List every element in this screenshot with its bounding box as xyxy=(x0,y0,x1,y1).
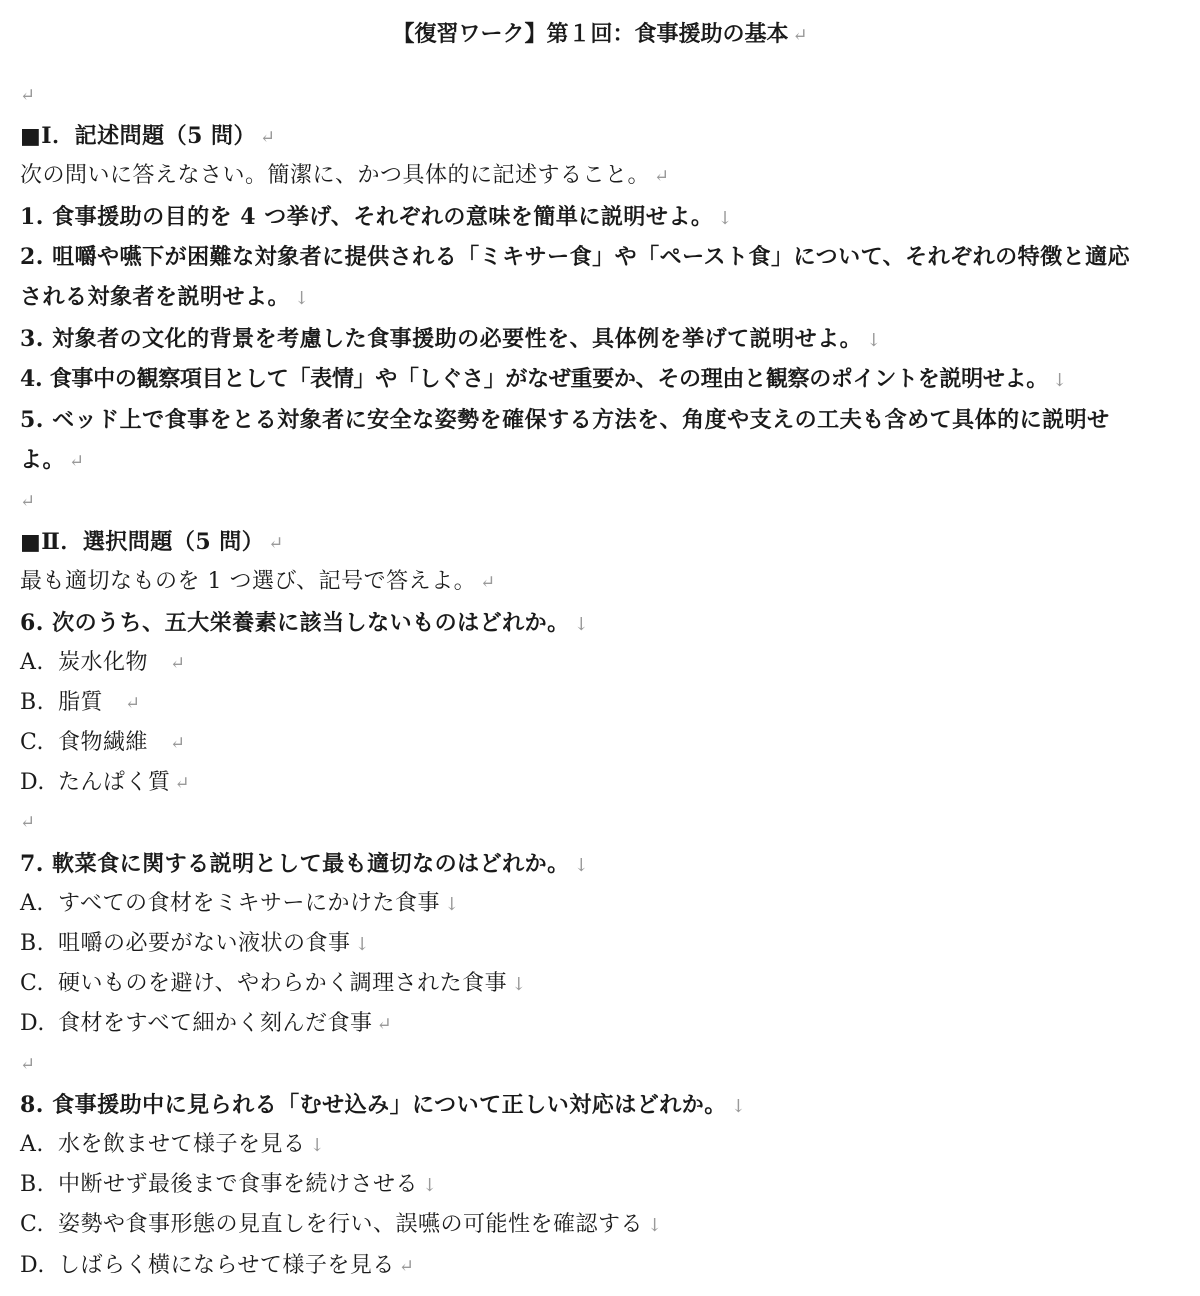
option-text: 炭水化物 xyxy=(58,649,149,675)
question-5 xyxy=(20,400,1140,482)
line-break-icon: ↓ xyxy=(1051,370,1067,392)
line-break-icon: ↓ xyxy=(444,893,460,915)
question-6-text: 6. 次のうち、五大栄養素に該当しないものはどれか。 xyxy=(20,609,570,636)
question-4-text: 4. 食事中の観察項目として「表情」や「しぐさ」がなぜ重要か、その理由と観察のポイントを説明せよ。 xyxy=(20,366,1048,393)
question-8-option-b xyxy=(20,1165,1140,1205)
paragraph-mark-icon: ↵ xyxy=(376,1014,393,1036)
question-7-option-a xyxy=(20,884,1140,924)
option-text: しばらく横にならせて様子を見る xyxy=(58,1252,395,1278)
paragraph-mark-icon: ↵ xyxy=(792,25,808,46)
paragraph-mark-icon: ↵ xyxy=(125,692,141,714)
paragraph-mark-icon: ↵ xyxy=(174,773,191,795)
question-6 xyxy=(20,603,1140,643)
question-7-option-c xyxy=(20,964,1140,1004)
line-break-icon: ↓ xyxy=(647,1215,663,1237)
question-6-option-c xyxy=(20,723,1140,763)
option-label: D. xyxy=(20,770,45,796)
question-7-option-d xyxy=(20,1004,1140,1044)
line-break-icon: ↓ xyxy=(573,613,590,635)
option-label: A. xyxy=(20,1131,44,1157)
option-text: すべての食材をミキサーにかけた食事 xyxy=(58,890,441,916)
section2-instruction xyxy=(20,562,1140,602)
option-label: C. xyxy=(20,971,45,997)
question-4 xyxy=(20,359,1140,399)
option-label: B. xyxy=(20,1172,45,1198)
option-text: 水を飲ませて様子を見る xyxy=(58,1131,306,1157)
question-6-option-b xyxy=(20,683,1140,723)
question-7-option-b xyxy=(20,924,1140,964)
section2-heading-text: ■Ⅱ．選択問題（5 問） xyxy=(20,529,265,556)
paragraph-mark-icon: ↵ xyxy=(69,450,85,472)
line-break-icon: ↓ xyxy=(422,1175,438,1197)
option-label: A. xyxy=(20,649,44,675)
blank-paragraph xyxy=(20,76,1140,116)
option-text: 硬いものを避け、やわらかく調理された食事 xyxy=(58,971,508,997)
question-6-option-a xyxy=(20,643,1140,683)
paragraph-mark-icon: ↵ xyxy=(398,1255,415,1277)
line-break-icon: ↓ xyxy=(511,974,527,996)
question-2-text: 2. 咀嚼や嚥下が困難な対象者に提供される「ミキサー食」や「ペースト食」について、それぞれの特徴と適応される対象者を説明せよ。 xyxy=(20,243,1131,310)
paragraph-mark-icon: ↵ xyxy=(480,572,496,594)
option-text: 食材をすべて細かく刻んだ食事 xyxy=(58,1011,373,1037)
paragraph-mark-icon: ↵ xyxy=(654,166,670,188)
question-8-option-d xyxy=(20,1246,1140,1286)
option-label: C. xyxy=(20,1212,45,1238)
question-3 xyxy=(20,319,1140,359)
paragraph-mark-icon: ↵ xyxy=(20,812,36,834)
option-text: 食物繊維 xyxy=(58,730,149,756)
question-8-option-c xyxy=(20,1205,1140,1245)
line-break-icon: ↓ xyxy=(866,330,882,352)
section1-heading xyxy=(20,116,1140,156)
paragraph-mark-icon: ↵ xyxy=(260,127,276,149)
line-break-icon: ↓ xyxy=(717,207,733,229)
line-break-icon: ↓ xyxy=(294,287,310,309)
option-label: B. xyxy=(20,689,45,715)
question-1 xyxy=(20,197,1140,237)
question-6-option-d xyxy=(20,763,1140,803)
section2-instruction-text: 最も適切なものを 1 つ選び、記号で答えよ。 xyxy=(20,569,477,595)
section1-instruction xyxy=(20,156,1140,196)
section1-instruction-text: 次の問いに答えなさい。簡潔に、かつ具体的に記述すること。 xyxy=(20,163,651,189)
blank-paragraph xyxy=(20,1045,1140,1085)
paragraph-mark-icon: ↵ xyxy=(20,1053,36,1075)
question-8-option-a xyxy=(20,1125,1140,1165)
paragraph-mark-icon: ↵ xyxy=(170,652,186,674)
question-7-text: 7. 軟菜食に関する説明として最も適切なのはどれか。 xyxy=(20,850,570,877)
question-1-text: 1. 食事援助の目的を 4 つ挙げ、それぞれの意味を簡単に説明せよ。 xyxy=(20,203,714,230)
line-break-icon: ↓ xyxy=(730,1095,747,1117)
line-break-icon: ↓ xyxy=(309,1134,326,1156)
paragraph-mark-icon: ↵ xyxy=(268,533,284,555)
blank-paragraph xyxy=(20,803,1140,843)
option-label: D. xyxy=(20,1252,45,1278)
option-label: D. xyxy=(20,1011,45,1037)
spacer xyxy=(20,54,1140,76)
title-text: 【復習ワーク】第１回：食事援助の基本 xyxy=(392,21,789,47)
document-title xyxy=(20,14,1140,54)
section1-heading-text: ■Ⅰ．記述問題（5 問） xyxy=(20,123,257,150)
option-label: B. xyxy=(20,931,45,956)
question-3-text: 3. 対象者の文化的背景を考慮した食事援助の必要性を、具体例を挙げて説明せよ。 xyxy=(20,326,863,353)
option-label: A. xyxy=(20,890,44,916)
question-7 xyxy=(20,844,1140,884)
option-label: C. xyxy=(20,730,45,756)
question-5-text: 5. ベッド上で食事をとる対象者に安全な姿勢を確保する方法を、角度や支えの工夫も含めて具体的に説明せよ。 xyxy=(20,406,1110,473)
paragraph-mark-icon: ↵ xyxy=(20,85,36,106)
blank-paragraph xyxy=(20,482,1140,522)
paragraph-mark-icon: ↵ xyxy=(170,733,186,755)
section2-heading xyxy=(20,522,1140,562)
line-break-icon: ↓ xyxy=(354,934,371,955)
paragraph-mark-icon: ↵ xyxy=(20,490,36,512)
option-text: 脂質 xyxy=(58,689,104,715)
option-text: 姿勢や食事形態の見直しを行い、誤嚥の可能性を確認する xyxy=(58,1212,644,1238)
option-text: 中断せず最後まで食事を続けさせる xyxy=(58,1172,419,1198)
option-text: 咀嚼の必要がない液状の食事 xyxy=(58,931,351,956)
question-8-text: 8. 食事援助中に見られる「むせ込み」について正しい対応はどれか。 xyxy=(20,1091,727,1118)
line-break-icon: ↓ xyxy=(573,854,590,876)
question-8 xyxy=(20,1085,1140,1125)
question-2 xyxy=(20,237,1140,319)
option-text: たんぱく質 xyxy=(58,770,171,796)
